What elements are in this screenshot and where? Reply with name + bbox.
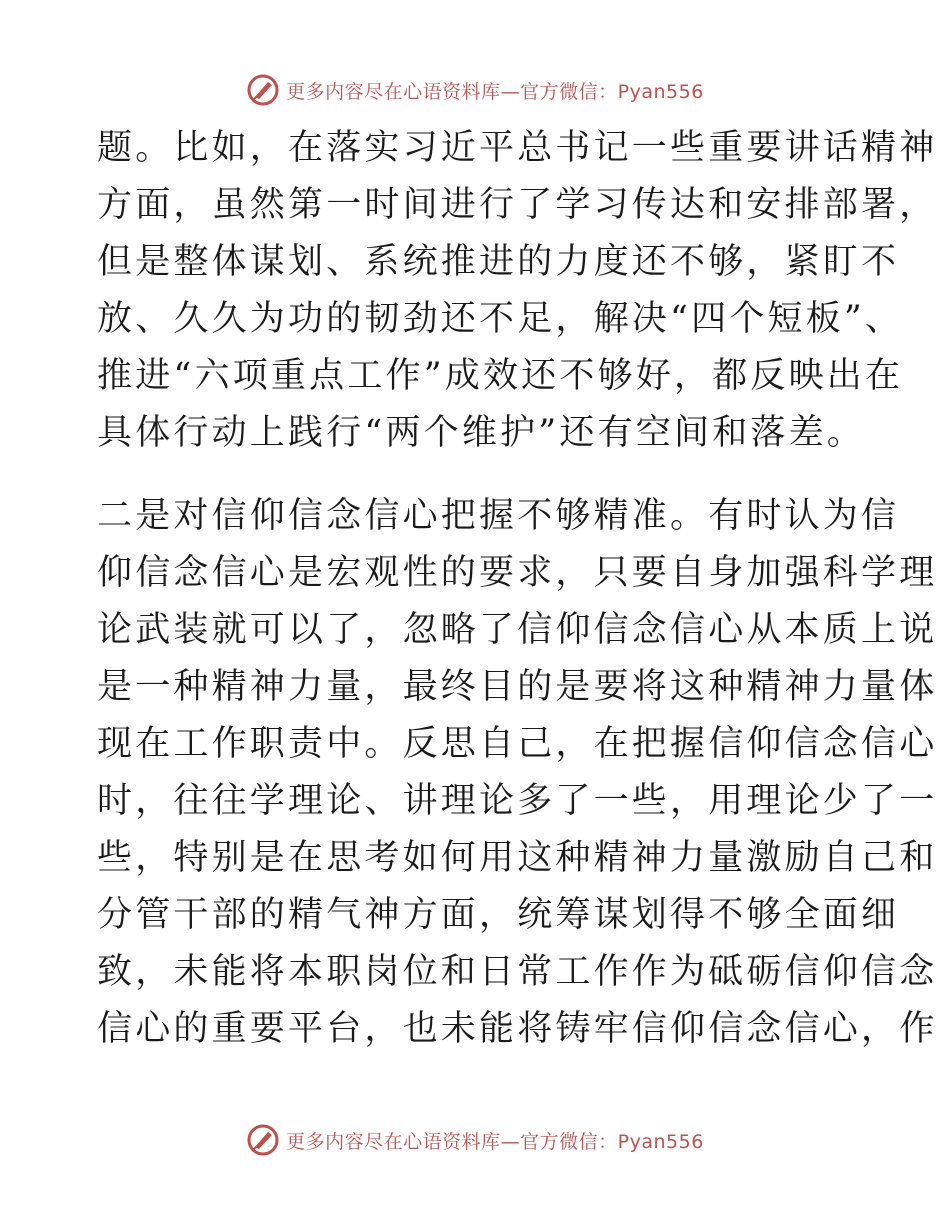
text-line: 推进“六项重点工作”成效还不够好，都反映出在 (97, 356, 904, 396)
text-line: 二是对信仰信念信心把握不够精准。有时认为信 (97, 496, 900, 536)
text-line: 题。比如，在落实习近平总书记一些重要讲话精神 (97, 128, 938, 168)
text-line: 致，未能将本职岗位和日常工作作为砥砺信仰信念 (97, 952, 938, 992)
text-line: 时，往往学理论、讲理论多了一些，用理论少了一 (97, 781, 938, 821)
paragraph-1 (97, 120, 938, 462)
footer-banner (0, 1120, 950, 1160)
document-body (97, 120, 938, 1058)
text-line: 现在工作职责中。反思自己，在把握信仰信念信心 (97, 724, 938, 764)
quill-logo-icon (246, 73, 280, 107)
text-line: 但是整体谋划、系统推进的力度还不够，紧盯不 (97, 242, 900, 282)
text-line: 论武装就可以了，忽略了信仰信念信心从本质上说 (97, 610, 938, 650)
text-line: 仰信念信心是宏观性的要求，只要自身加强科学理 (97, 553, 938, 593)
quill-logo-icon (246, 1123, 280, 1157)
text-line: 具体行动上践行“两个维护”还有空间和落差。 (97, 413, 865, 453)
banner-text: 更多内容尽在心语资料库—官方微信：Pyan556 (286, 80, 704, 103)
paragraph-2 (97, 488, 938, 1058)
header-banner (0, 70, 950, 110)
text-line: 放、久久为功的韧劲还不足，解决“四个短板”、 (97, 299, 904, 339)
text-line: 是一种精神力量，最终目的是要将这种精神力量体 (97, 667, 938, 707)
text-line: 分管干部的精气神方面，统筹谋划得不够全面细 (97, 895, 900, 935)
text-line: 些，特别是在思考如何用这种精神力量激励自己和 (97, 838, 938, 878)
paragraph-gap (97, 462, 857, 488)
text-line: 方面，虽然第一时间进行了学习传达和安排部署， (97, 185, 938, 225)
banner-text: 更多内容尽在心语资料库—官方微信：Pyan556 (286, 1130, 704, 1153)
text-line: 信心的重要平台，也未能将铸牢信仰信念信心，作 (97, 1009, 938, 1049)
